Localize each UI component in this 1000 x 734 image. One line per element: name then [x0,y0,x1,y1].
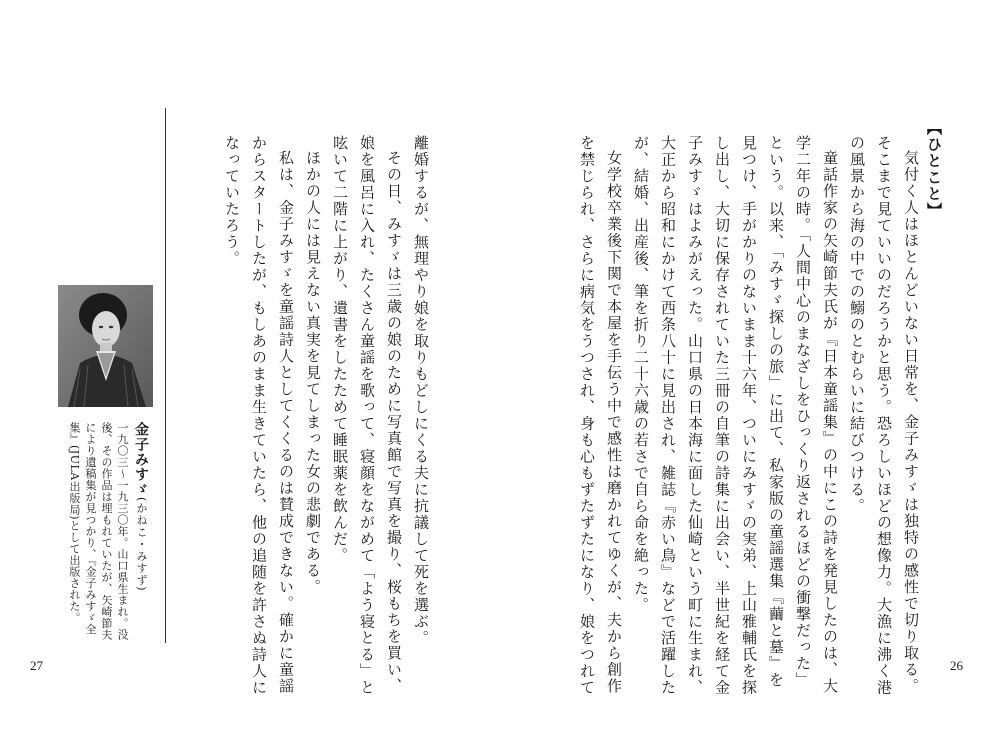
caption-line: により遺稿集が見つかり、『金子みすゞ全 [84,422,97,635]
text-column: 子みすゞはよみがえった。山口県の日本海に面した仙崎という町に生まれ、 [686,135,704,696]
text-column: 大正から昭和にかけて西条八十に見出され、雑誌『赤い鳥』などで活躍した [659,135,677,696]
text-column: を禁じられ、さらに病気をうつされ、身も心もずたずたになり、娘をつれて [578,135,596,696]
caption-line: 後、その作品は埋もれていたが、矢崎節夫 [100,422,113,641]
text-column: 童話作家の矢崎節夫氏が『日本童謡集』の中にこの詩を発見したのは、大 [821,150,839,695]
caption-name [131,422,151,592]
portrait-photo [58,285,153,407]
text-column: そこまで見ていいのだろうかと思う。恐ろしいほどの想像力。大漁に沸く港 [875,135,893,696]
caption-person-name: 金子みすゞ [133,422,149,497]
caption-line: 集』(JULA出版局)として出版された。 [68,422,81,624]
text-column: が、結婚、出産後、筆を折り二十六歳の若さで自ら命を絶った。 [632,135,650,614]
text-column: し出し、大切に保存されていた三冊の自筆の詩集に出会い、半世紀を経て金 [713,135,731,696]
text-column: 気付く人はほとんどいない日常を、金子みすゞは独特の感性で切り取る。 [902,150,920,695]
text-column: からスタートしたが、もしあのまま生きていたら、他の追随を許さぬ詩人に [250,135,268,696]
text-column: 見つけ、手がかりのないまま十六年、ついにみすゞの実弟、上山雅輔氏を探 [740,135,758,696]
text-column: なっていたろう。 [223,135,241,267]
page-number: 27 [30,658,43,673]
caption-name-reading: (かねこ・みすず) [135,497,148,592]
text-column: 女学校卒業後下関で本屋を手伝う中で感性は磨かれてゆくが、夫から創作 [605,150,623,695]
text-column: の風景から海の中での鰯のとむらいに結びつける。 [848,135,866,515]
page-number: 26 [950,658,963,673]
text-column: その日、みすゞは三歳の娘のために写真館で写真を撮り、桜もちを買い、 [385,150,403,695]
caption-body [66,422,130,642]
section-heading: 【ひとこと】 [925,120,943,219]
portrait-image [58,285,153,407]
text-column: ほかの人には見えない真実を見てしまった女の悲劇である。 [304,150,322,596]
text-column: 呟いて二階に上がり、遺書をしたためて睡眠薬を飲んだ。 [331,135,349,564]
text-column: 学二年の時。「人間中心のまなざしをひっくり返されるほどの衝撃だった」 [794,135,812,689]
column-divider [165,108,166,643]
text-column: 離婚するが、無理やり娘を取りもどしにくる夫に抗議して死を選ぶ。 [412,135,430,647]
caption-line: 一九〇三〜一九三〇年。山口県生まれ。没 [116,422,129,641]
text-column: という。以来、「みすゞ探しの旅」に出て、私家版の童謡選集『繭と墓』を [767,135,785,689]
text-column: 娘を風呂に入れ、たくさん童謡を歌って、寝顔をながめて「よう寝とる」と [358,135,376,696]
text-column: 私は、金子みすゞを童謡詩人としてくくるのは賛成できない。確かに童謡 [277,150,295,695]
